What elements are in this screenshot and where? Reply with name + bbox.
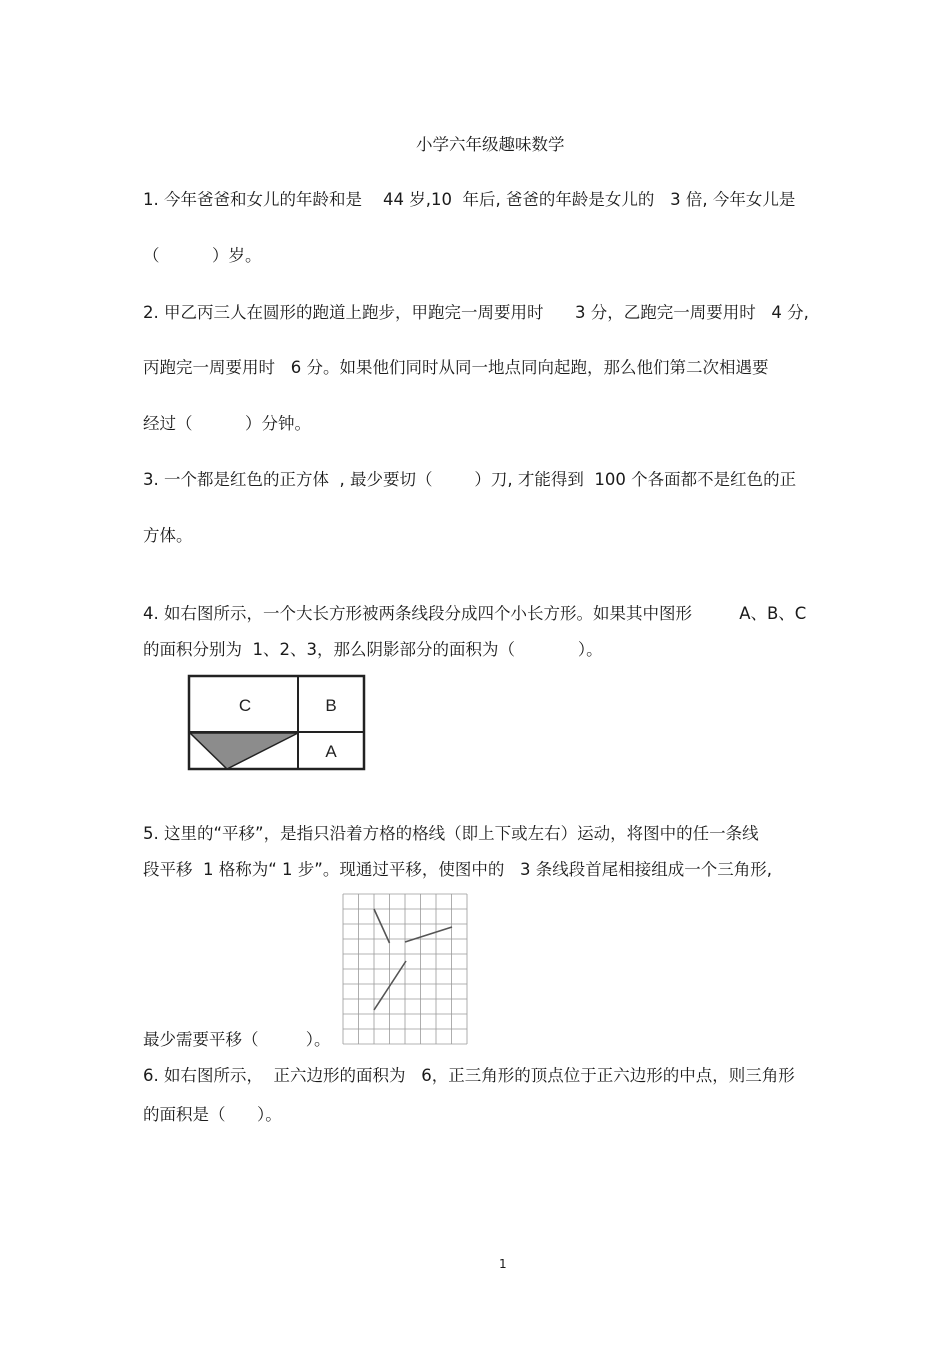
grid-figure bbox=[342, 893, 470, 1045]
page-title: 小学六年级趣味数学 bbox=[416, 135, 565, 154]
q2-line-1: 2. 甲乙丙三人在圆形的跑道上跑步，甲跑完一周要用时 3 分，乙跑完一周要用时 4 分, bbox=[143, 303, 809, 322]
page-number: 1 bbox=[499, 1257, 507, 1271]
q5-line-1: 5. 这里的“平移”，是指只沿着方格的格线（即上下或左右）运动，将图中的任一条线 bbox=[143, 824, 759, 843]
grid-lines bbox=[343, 894, 467, 1044]
q3-line-1: 3. 一个都是红色的正方体 , 最少要切（ ）刀, 才能得到 100 个各面都不是红色的正 bbox=[143, 470, 797, 489]
q2-line-3: 经过（ ）分钟。 bbox=[143, 414, 311, 433]
q5-line-3: 最少需要平移（ ）。 bbox=[143, 1030, 331, 1049]
segment-3 bbox=[374, 961, 406, 1010]
label-b: B bbox=[325, 696, 337, 715]
q4-line-1: 4. 如右图所示，一个大长方形被两条线段分成四个小长方形。如果其中图形 A、B、C bbox=[143, 604, 807, 623]
label-a: A bbox=[325, 742, 337, 761]
q5-line-2: 段平移 1 格称为“ 1 步”。现通过平移，使图中的 3 条线段首尾相接组成一个三角形, bbox=[143, 860, 773, 879]
q4-line-2: 的面积分别为 1、2、3，那么阴影部分的面积为（ ）。 bbox=[143, 640, 603, 659]
q2-line-2: 丙跑完一周要用时 6 分。如果他们同时从同一地点同向起跑，那么他们第二次相遇要 bbox=[143, 358, 769, 377]
q3-line-2: 方体。 bbox=[143, 526, 193, 545]
q6-line-1: 6. 如右图所示， 正六边形的面积为 6，正三角形的顶点位于正六边形的中点，则三角形 bbox=[143, 1066, 795, 1085]
q1-line-2: （ ）岁。 bbox=[143, 246, 262, 265]
q1-line-1: 1. 今年爸爸和女儿的年龄和是 44 岁,10 年后, 爸爸的年龄是女儿的 3 倍, 今年女儿是 bbox=[143, 190, 796, 209]
label-c: C bbox=[238, 696, 252, 715]
rectangle-figure bbox=[187, 674, 367, 772]
shaded-triangle bbox=[190, 733, 298, 769]
segment-2 bbox=[405, 927, 452, 942]
segment-1 bbox=[374, 909, 390, 943]
q6-line-2: 的面积是（ ）。 bbox=[143, 1105, 282, 1124]
